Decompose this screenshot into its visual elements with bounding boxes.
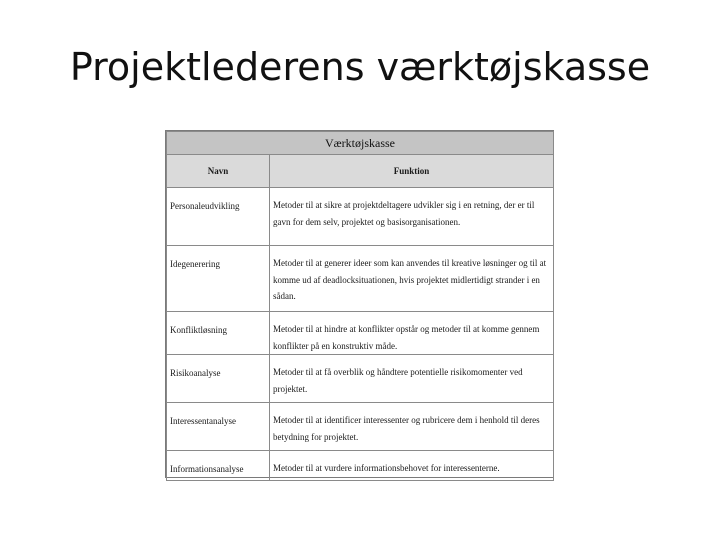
cell-name <box>167 312 270 355</box>
cell-function-text: Metoder til at generer ideer som kan anvendes til kreative løsninger og til at komme ud af deadlocksituationen, hvis projektet midlertidigt strander i en sådan. <box>273 258 547 301</box>
cell-name <box>167 188 270 246</box>
table-row <box>167 403 554 451</box>
table-header-row <box>167 155 554 188</box>
cell-function <box>270 403 554 451</box>
cell-function-text: Metoder til at hindre at konflikter opstår og metoder til at komme gennem konflikter på en konstruktiv måde. <box>273 324 540 351</box>
cell-name-text: Informationsanalyse <box>170 464 244 474</box>
column-header-name: Navn <box>167 155 270 188</box>
cell-name <box>167 355 270 403</box>
cell-name-text: Risikoanalyse <box>170 368 221 378</box>
table-caption: Værktøjskasse <box>167 132 554 155</box>
cell-function-text: Metoder til at vurdere informationsbehovet for interessenterne. <box>273 463 500 473</box>
cell-name-text: Personaleudvikling <box>170 201 240 211</box>
cell-function <box>270 312 554 355</box>
cell-name-text: Konfliktløsning <box>170 325 228 335</box>
slide-title: Projektlederens værktøjskasse <box>69 45 651 89</box>
table-row <box>167 355 554 403</box>
cell-name <box>167 451 270 481</box>
cell-name <box>167 403 270 451</box>
toolbox-table <box>165 130 554 478</box>
cell-function <box>270 188 554 246</box>
cell-function <box>270 246 554 312</box>
cell-function-text: Metoder til at sikre at projektdeltagere udvikler sig i en retning, der er til gavn for dem selv, projektet og basisorganisationen. <box>273 200 535 227</box>
column-header-function: Funktion <box>270 155 554 188</box>
cell-function-text: Metoder til at identificer interessenter og rubricere dem i henhold til deres betydning for projektet. <box>273 415 540 442</box>
cell-function <box>270 355 554 403</box>
toolbox-table-grid <box>166 131 554 481</box>
table-row <box>167 246 554 312</box>
table-row <box>167 188 554 246</box>
cell-name-text: Interessentanalyse <box>170 416 236 426</box>
cell-function <box>270 451 554 481</box>
table-row <box>167 451 554 481</box>
table-row <box>167 312 554 355</box>
table-caption-row <box>167 132 554 155</box>
cell-name-text: Idegenerering <box>170 259 220 269</box>
cell-name <box>167 246 270 312</box>
cell-function-text: Metoder til at få overblik og håndtere potentielle risikomomenter ved projektet. <box>273 367 523 394</box>
